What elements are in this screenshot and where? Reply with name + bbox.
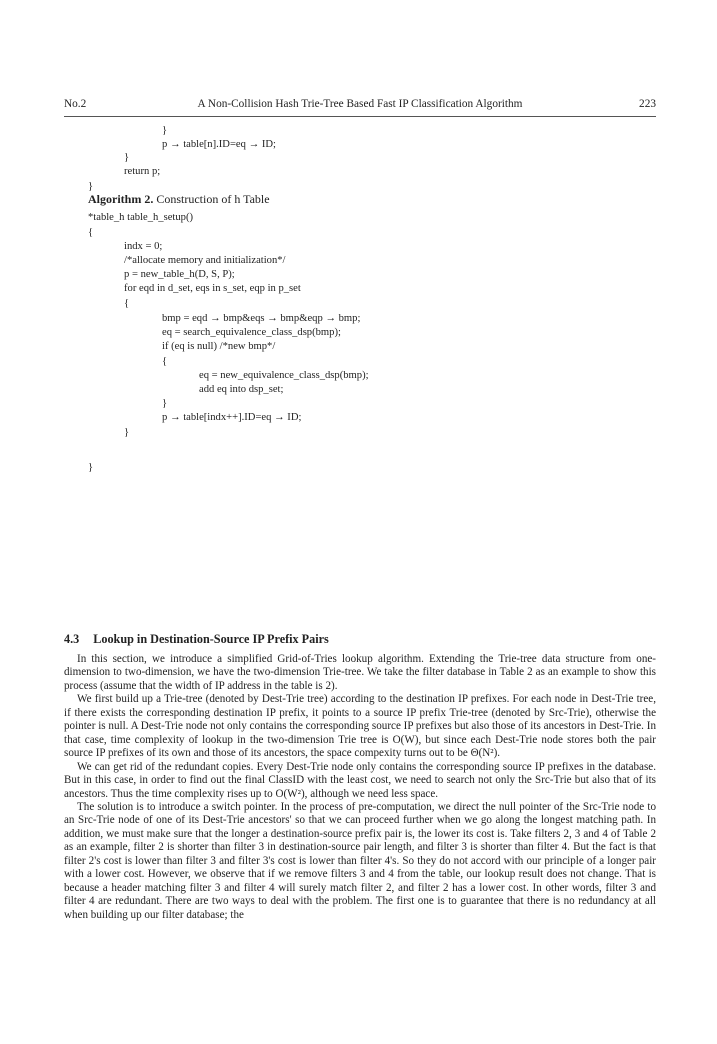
header-rule <box>64 116 656 117</box>
paragraph: We can get rid of the redundant copies. Every Dest-Trie node only contains the corresponding source IP prefixes in the database. But in this case, in order to find out the final ClassID with the least cost, we need to search not only the Src-Trie but also that of its ancestors. Thus the time complexity rises up to O(W²), although we need less space. <box>64 760 656 800</box>
body-text <box>64 653 656 922</box>
code-line: } <box>124 152 130 163</box>
algorithm-label: Algorithm 2. <box>88 192 154 206</box>
code-line: } <box>162 398 168 409</box>
code-line: for eqd in d_set, eqs in s_set, eqp in p_set <box>124 283 301 294</box>
code-line: } <box>124 427 130 438</box>
code-line: p → table[indx++].ID=eq → ID; <box>162 412 302 423</box>
code-line: { <box>162 356 168 367</box>
code-line: { <box>124 298 130 309</box>
journal-issue: No.2 <box>64 98 87 110</box>
code-line: } <box>88 462 94 473</box>
algorithm-title <box>88 193 270 206</box>
section-heading <box>64 632 329 647</box>
section-title: Lookup in Destination-Source IP Prefix Pairs <box>93 632 329 646</box>
algorithm-caption: Construction of h Table <box>156 192 270 206</box>
page-number: 223 <box>639 98 656 110</box>
code-line: p = new_table_h(D, S, P); <box>124 269 235 280</box>
paragraph: In this section, we introduce a simplified Grid-of-Tries lookup algorithm. Extending the Trie-tree data structure from one-dimension to two-dimension, we have the two-dimension Trie-tree. We take the filter database in Table 2 as an example to show this process (assume that the width of IP address in the table is 2). <box>64 653 656 692</box>
code-line: { <box>88 227 94 238</box>
running-title: A Non-Collision Hash Trie-Tree Based Fast IP Classification Algorithm <box>197 98 523 110</box>
code-line: if (eq is null) /*new bmp*/ <box>162 341 276 352</box>
section-number: 4.3 <box>64 632 80 646</box>
paragraph: The solution is to introduce a switch pointer. In the process of pre-computation, we direct the null pointer of the Src-Trie node to an Src-Trie node of one of its Dest-Trie ancestors' so that we can proceed further when we go along the longest matching path. In addition, we must make sure that the longer a destination-source prefix pair is, the lower its cost is. Take filters 2, 3 and 4 of Table 2 as an example, filter 2 is shorter than filter 3 in destination-source pair length, and filter 3 is shorter than filter 4. But the fact is that filter 2's cost is lower than filter 3 and filter 3's cost is lower than filter 4's. So they do not accord with our principle of a longer pair with a lower cost. However, we observe that if we remove filters 3 and 4 from the table, our lookup result does not change. That is because a header matching filter 3 and filter 4 will surely match filter 2, and filter 2 has a lower cost. In other words, filter 3 and filter 4 are redundant. There are two ways to deal with the problem. The first one is to guarantee that there is no redundancy at all when building up our filter database; the <box>64 800 656 921</box>
code-line: p → table[n].ID=eq → ID; <box>162 139 276 150</box>
code-line: eq = search_equivalence_class_dsp(bmp); <box>162 327 341 338</box>
code-line: bmp = eqd → bmp&eqs → bmp&eqp → bmp; <box>162 313 361 324</box>
code-line: } <box>88 181 94 192</box>
code-line: add eq into dsp_set; <box>199 384 284 395</box>
code-line: /*allocate memory and initialization*/ <box>124 255 286 266</box>
code-line: } <box>162 125 168 136</box>
paragraph: We first build up a Trie-tree (denoted by Dest-Trie tree) according to the destination IP prefixes. For each node in Dest-Trie tree, if there exists the corresponding destination IP prefix, it points to a source IP prefix Trie-tree (denoted by Src-Trie), otherwise the pointer is null. A Dest-Trie node not only contains the corresponding source IP prefixes but also those of its ancestors in Dest-Trie. In that case, time complexity of lookup in the two-dimension Trie tree is O(W), but since each Dest-Trie node stores both the pair source IP prefixes of its own and those of its ancestors, the space compexity turns out to be Θ(N²). <box>64 693 656 760</box>
code-line: return p; <box>124 166 161 177</box>
code-line: eq = new_equivalence_class_dsp(bmp); <box>199 370 369 381</box>
code-line: indx = 0; <box>124 241 163 252</box>
code-line: *table_h table_h_setup() <box>88 212 194 223</box>
